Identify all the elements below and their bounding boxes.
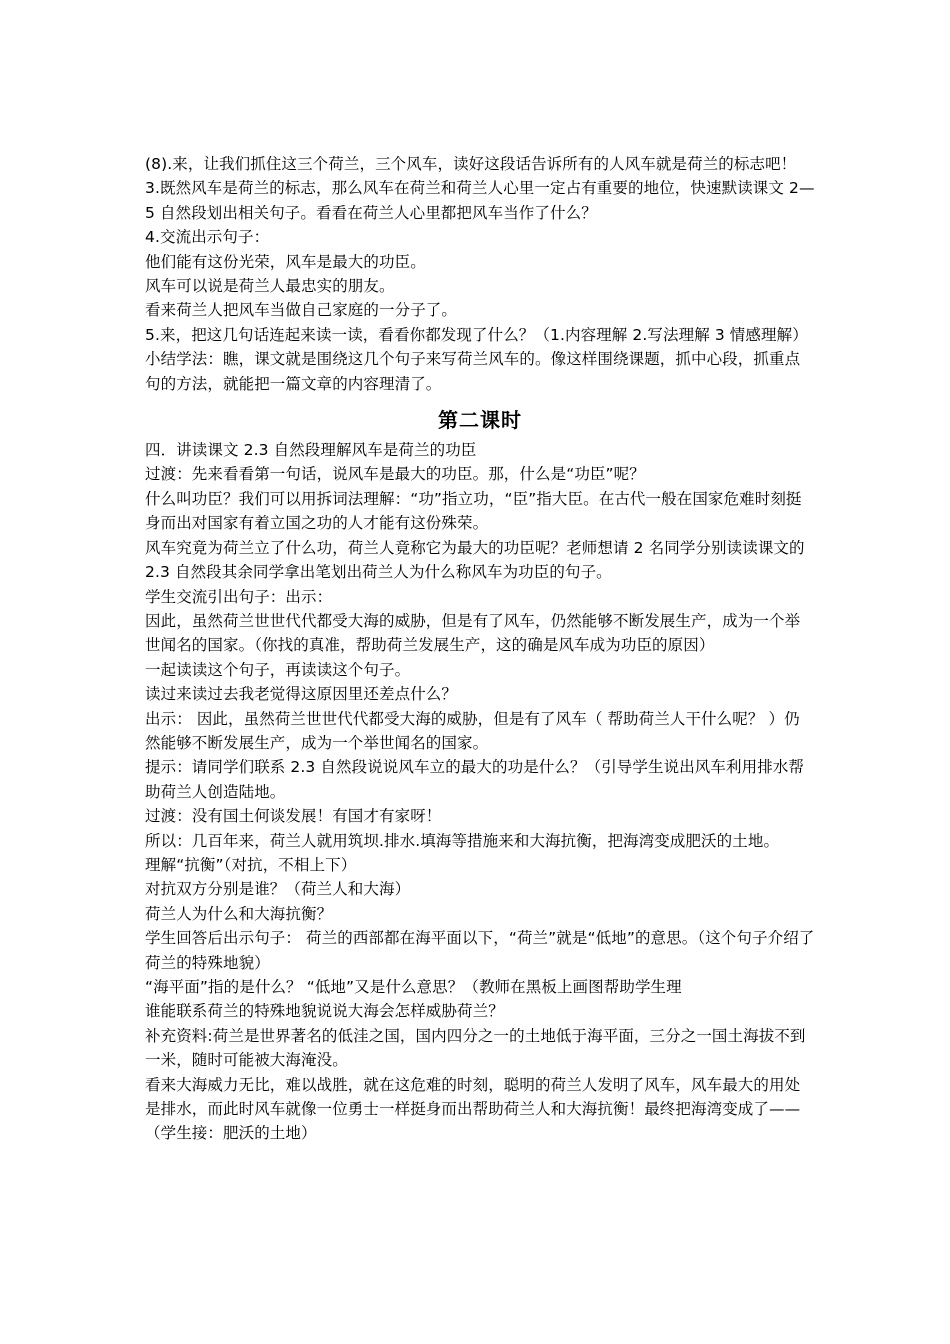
paragraph: 理解“抗衡”（对抗，不相上下） (145, 855, 357, 874)
paragraph: 补充资料:荷兰是世界著名的低洼之国，国内四分之一的土地低于海平面，三分之一国土海拔不到一米，随时可能被大海淹没。 (145, 1026, 806, 1070)
paragraph: 学生回答后出示句子： 荷兰的西部都在海平面以下，“荷兰”就是“低地”的意思。（这个句子介绍了荷兰的特殊地貌） (145, 929, 815, 972)
paragraph: 所以：几百年来，荷兰人就用筑坝.排水.填海等措施来和大海抗衡，把海湾变成肥沃的土地。 (145, 831, 780, 850)
paragraph: 学生交流引出句子：出示： (145, 587, 333, 606)
paragraph: 小结学法：瞧，课文就是围绕这几个句子来写荷兰风车的。像这样围绕课题，抓中心段，抓重点句的方法，就能把一篇文章的内容理清了。 (145, 350, 801, 393)
paragraph: 谁能联系荷兰的特殊地貌说说大海会怎样威胁荷兰？ (145, 1002, 504, 1021)
paragraph: 读过来读过去我老觉得这原因里还差点什么？ (145, 685, 458, 704)
paragraph: (8).来，让我们抓住这三个荷兰，三个风车，读好这段话告诉所有的人风车就是荷兰的标志吧！ (145, 155, 797, 173)
paragraph: 风车可以说是荷兰人最忠实的朋友。 (145, 277, 395, 296)
paragraph: 看来荷兰人把风车当做自己家庭的一分子了。 (145, 301, 458, 320)
paragraph: 因此，虽然荷兰世世代代都受大海的威胁，但是有了风车，仍然能够不断发展生产，成为一个举世闻名的国家。（你找的真准，帮助荷兰发展生产，这的确是风车成为功臣的原因） (145, 611, 801, 655)
paragraph: 5.来，把这几句话连起来读一读，看看你都发现了什么？（1.内容理解 2.写法理解 3 情感理解） (145, 325, 808, 344)
paragraph: 3.既然风车是荷兰的标志，那么风车在荷兰和荷兰人心里一定占有重要的地位，快速默读课文 2—5 自然段划出相关句子。看看在荷兰人心里都把风车当作了什么？ (145, 179, 815, 222)
paragraph: 他们能有这份光荣，风车是最大的功臣。 (145, 252, 426, 271)
document-body (145, 152, 815, 1146)
paragraph: 看来大海威力无比，难以战胜，就在这危难的时刻，聪明的荷兰人发明了风车，风车最大的用处是排水，而此时风车就像一位勇士一样挺身而出帮助荷兰人和大海抗衡！最终把海湾变成了——（学生接：肥沃的土地） (145, 1075, 801, 1143)
paragraph: 4.交流出示句子： (145, 228, 270, 247)
paragraph: “海平面”指的是什么？ “低地”又是什么意思？（教师在黑板上画图帮助学生理 (145, 978, 682, 996)
paragraph: 一起读读这个句子，再读读这个句子。 (145, 660, 411, 679)
paragraph: 什么叫功臣？我们可以用拆词法理解：“功”指立功，“臣”指大臣。在古代一般在国家危难时刻挺身而出对国家有着立国之功的人才能有这份殊荣。 (145, 489, 802, 533)
paragraph: 四．讲读课文 2.3 自然段理解风车是荷兰的功臣 (145, 441, 477, 460)
paragraph: 荷兰人为什么和大海抗衡？ (145, 904, 333, 923)
section-heading: 第二课时 (438, 408, 522, 433)
paragraph: 风车究竟为荷兰立了什么功，荷兰人竟称它为最大的功臣呢？老师想请 2 名同学分别读读课文的 2.3 自然段其余同学拿出笔划出荷兰人为什么称风车为功臣的句子。 (145, 538, 805, 582)
paragraph: 对抗双方分别是谁？（荷兰人和大海） (145, 880, 411, 899)
paragraph: 提示：请同学们联系 2.3 自然段说说风车立的最大的功是什么？（引导学生说出风车利用排水帮助荷兰人创造陆地。 (145, 758, 805, 801)
paragraph: 过渡：先来看看第一句话，说风车是最大的功臣。那，什么是“功臣”呢？ (145, 465, 645, 484)
paragraph: 过渡：没有国土何谈发展！有国才有家呀！ (145, 807, 442, 826)
paragraph: 出示： 因此，虽然荷兰世世代代都受大海的威胁，但是有了风车（ 帮助荷兰人干什么呢？ ）仍然能够不断发展生产，成为一个举世闻名的国家。 (145, 709, 800, 752)
